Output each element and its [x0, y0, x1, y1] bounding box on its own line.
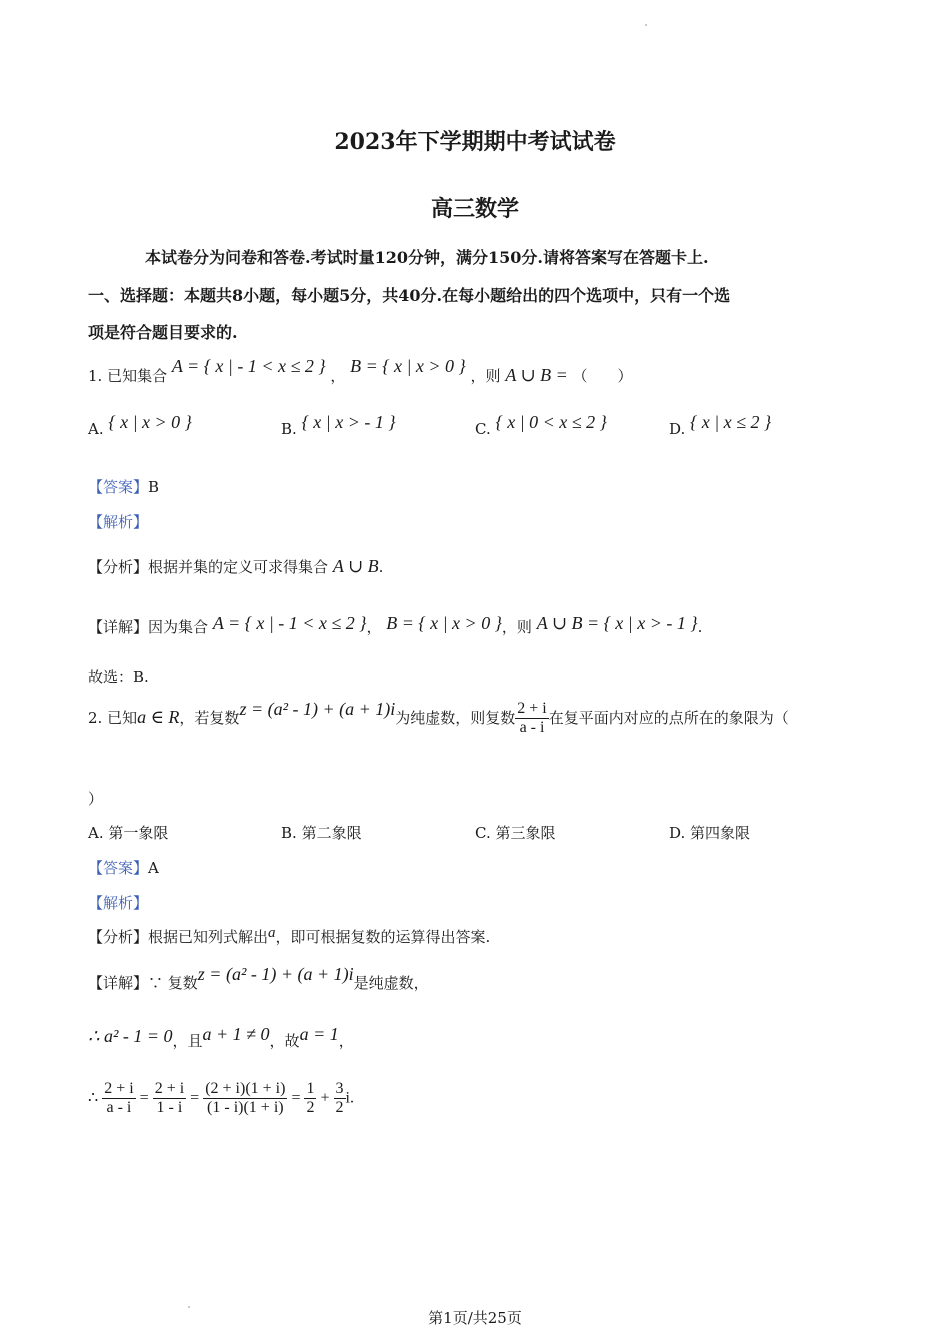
answer-value: B	[148, 478, 160, 496]
q1-paren: （ ）	[572, 367, 633, 385]
option-text: { x | x > - 1 }	[301, 412, 396, 432]
detail-end: .	[697, 618, 703, 636]
detail-label: 【详解】	[88, 618, 149, 636]
q2-analysis-label: 【解析】	[88, 894, 149, 912]
fraction-numerator: 2 + i	[515, 700, 548, 719]
q1-set-b: B = { x | x > 0 }	[350, 356, 466, 376]
option-text: 第三象限	[495, 824, 556, 842]
subject-title: 高三数学	[430, 196, 519, 222]
fenxi-end: .	[378, 558, 384, 576]
option-text: { x | x > 0 }	[108, 412, 192, 432]
q2-option-c	[475, 822, 556, 843]
denominator: 1 - i	[156, 1099, 183, 1117]
section-heading-line1: 一、选择题：本题共8小题，每小题5分，共40分.在每小题给出的四个选项中，只有一个选	[88, 286, 731, 305]
denominator: a - i	[106, 1099, 132, 1117]
q2-close-paren: ）	[88, 790, 104, 808]
q1-comma: ，	[330, 367, 346, 385]
scan-dot	[645, 24, 647, 26]
q2-option-b	[281, 822, 362, 843]
a-value: a = 1	[299, 1024, 339, 1044]
detail-z-expr: z = (a² - 1) + (a + 1)i	[197, 964, 354, 984]
fenxi-label: 【分析】	[88, 558, 149, 576]
equals: =	[139, 1089, 149, 1107]
q1-choose: 故选：B.	[88, 668, 149, 686]
q2-fenxi	[88, 926, 490, 947]
q1-detail	[88, 613, 703, 637]
therefore-symbol: ∴	[88, 1089, 99, 1107]
fenxi-text2: ，即可根据复数的运算得出答案.	[275, 928, 491, 946]
option-text: 第四象限	[690, 824, 751, 842]
answer-label: 【答案】	[88, 478, 149, 496]
detail-result: A ∪ B = { x | x > - 1 }	[536, 613, 698, 633]
q2-prefix: 2. 已知	[88, 708, 138, 727]
fraction-4	[304, 1080, 316, 1118]
option-letter: B.	[281, 420, 297, 438]
q2-text1: ，若复数	[179, 708, 240, 727]
detail-then: ，则	[501, 618, 532, 636]
page-number: 第1页/共25页	[428, 1309, 522, 1327]
detail-because: ∵ 复数	[148, 974, 198, 992]
option-letter: C.	[475, 824, 491, 842]
section-heading-line2: 项是符合题目要求的.	[88, 323, 238, 342]
numerator: 2 + i	[153, 1080, 186, 1099]
option-text: { x | x ≤ 2 }	[690, 412, 772, 432]
and-text: ，且	[172, 1032, 203, 1050]
fenxi-text: 根据并集的定义可求得集合	[148, 558, 329, 576]
fenxi-text1: 根据已知列式解出	[148, 928, 269, 946]
denominator: 2	[306, 1099, 315, 1117]
detail-text: 是纯虚数，	[353, 974, 429, 992]
q1-option-d	[669, 412, 772, 439]
exam-title: 2023年下学期期中考试试卷	[334, 129, 616, 155]
fenxi-math: A ∪ B	[332, 556, 379, 576]
equals: =	[190, 1089, 200, 1107]
fraction-5	[334, 1080, 346, 1118]
instructions: 本试卷分为问卷和答卷.考试时量120分钟，满分150分.请将答案写在答题卡上.	[145, 248, 709, 267]
option-letter: D.	[669, 420, 686, 438]
option-letter: D.	[669, 824, 686, 842]
q1-option-c	[475, 412, 607, 439]
q1-fenxi	[88, 556, 383, 577]
fraction-1	[102, 1080, 135, 1118]
option-text: { x | 0 < x ≤ 2 }	[495, 412, 607, 432]
q2-answer	[88, 857, 159, 878]
q2-computation	[88, 1080, 354, 1118]
q2-option-a	[88, 822, 168, 843]
numerator: 2 + i	[102, 1080, 135, 1099]
detail-label: 【详解】	[88, 974, 149, 992]
fraction-2	[153, 1080, 186, 1118]
detail-set-b: B = { x | x > 0 }	[386, 613, 502, 633]
q1-set-a: A = { x | - 1 < x ≤ 2 }	[171, 356, 326, 376]
q1-prefix: 1. 已知集合	[88, 367, 168, 385]
numerator: (2 + i)(1 + i)	[203, 1080, 287, 1099]
fenxi-label: 【分析】	[88, 928, 149, 946]
q2-text3: 在复平面内对应的点所在的象限为（	[548, 708, 789, 727]
q2-option-d	[669, 822, 750, 843]
q1-analysis-label: 【解析】	[88, 513, 149, 531]
denominator: 2	[335, 1099, 344, 1117]
question-2	[88, 700, 789, 738]
q1-option-a	[88, 412, 192, 439]
imaginary-unit: i	[345, 1089, 350, 1107]
equals: =	[291, 1089, 301, 1107]
option-text: 第二象限	[301, 824, 362, 842]
detail-text: 因为集合	[148, 618, 209, 636]
q1-option-b	[281, 412, 396, 439]
q2-text2: 为纯虚数，则复数	[395, 708, 516, 727]
option-text: 第一象限	[108, 824, 169, 842]
q2-condition-line	[88, 1024, 354, 1051]
option-letter: B.	[281, 824, 297, 842]
fraction-denominator: a - i	[519, 719, 545, 737]
q2-a-in-r: a ∈ R	[137, 706, 180, 727]
therefore-a-squared: ∴ a² - 1 = 0	[88, 1026, 173, 1046]
numerator: 1	[304, 1080, 316, 1099]
q2-detail	[88, 964, 429, 993]
answer-label: 【答案】	[88, 859, 149, 877]
answer-value: A	[148, 859, 159, 877]
numerator: 3	[334, 1080, 346, 1099]
end-comma: ，	[338, 1032, 354, 1050]
option-letter: A.	[88, 420, 104, 438]
q1-union: A ∪ B =	[505, 365, 568, 385]
condition-expr: a + 1 ≠ 0	[202, 1024, 270, 1044]
fenxi-a: a	[268, 925, 276, 941]
plus: +	[320, 1089, 330, 1107]
denominator: (1 - i)(1 + i)	[207, 1099, 284, 1117]
q1-then: ，则	[470, 367, 501, 385]
final-dot: .	[349, 1089, 354, 1107]
q2-fraction	[515, 700, 548, 738]
question-1	[88, 356, 633, 386]
fraction-3	[203, 1080, 287, 1118]
so-text: ，故	[269, 1032, 300, 1050]
q2-z-expr: z = (a² - 1) + (a + 1)i	[239, 698, 396, 719]
option-letter: C.	[475, 420, 491, 438]
detail-sep: ，	[366, 618, 382, 636]
detail-set-a: A = { x | - 1 < x ≤ 2 }	[212, 613, 367, 633]
option-letter: A.	[88, 824, 104, 842]
q1-answer	[88, 476, 159, 497]
